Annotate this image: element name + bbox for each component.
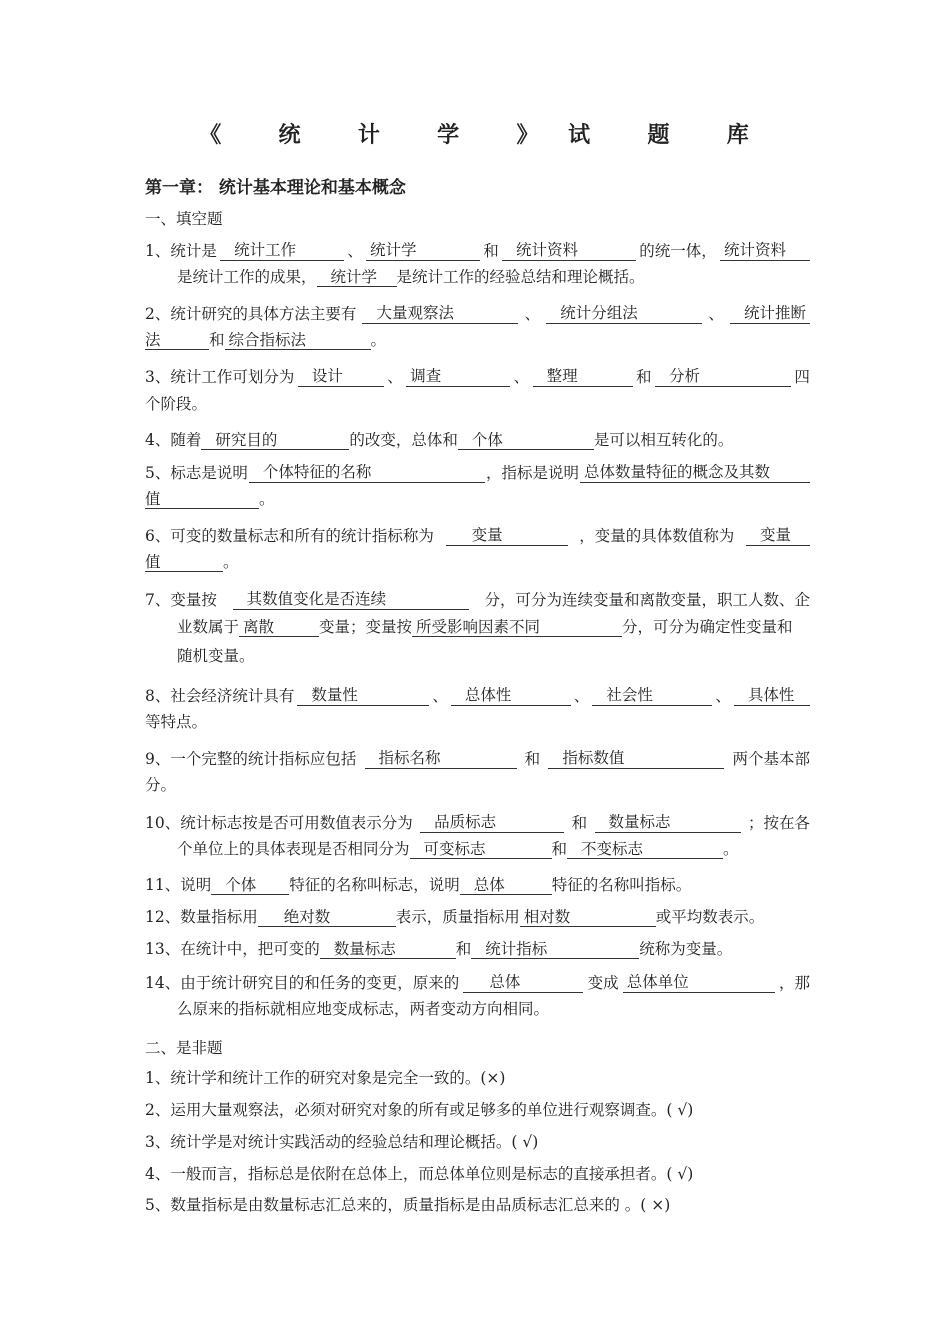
question-12: 12、数量指标用 绝对数 表示，质量指标用 相对数 或平均数表示。 [145, 908, 765, 926]
question-7-line-1: 7、变量按 其数值变化是否连续 分，可分为连续变量和离散变量，职工人数、企 [145, 590, 810, 609]
question-7-line-3: 随机变量。 [177, 647, 255, 665]
question-9-line-1: 9、一个完整的统计指标应包括 指标名称 和 指标数值 两个基本部 [145, 749, 810, 768]
answer-blank: 设计 [298, 367, 384, 387]
page-title: 《 统 计 学 》 试 题 库 [199, 122, 751, 148]
answer-blank: 绝对数 [258, 908, 396, 927]
answer-blank: 法 [145, 331, 209, 350]
answer-blank: 统计推断 [730, 304, 810, 324]
answer-blank: 大量观察法 [362, 304, 518, 324]
true-false-item: 4、一般而言，指标总是依附在总体上，而总体单位则是标志的直接承担者。( √) [145, 1165, 694, 1183]
question-10-line-2: 个单位上的具体表现是否相同分为 可变标志 和 不变标志 。 [177, 840, 739, 858]
question-8-line-2: 等特点。 [145, 713, 208, 731]
answer-blank: 总体 [460, 876, 552, 895]
chapter-heading: 第一章： 统计基本理论和基本概念 [145, 178, 406, 198]
answer-blank: 可变标志 [410, 840, 552, 859]
answer-blank: 总体 [463, 973, 583, 993]
answer-blank: 调查 [406, 367, 510, 387]
question-2-line-2: 法 和 综合指标法 。 [145, 331, 387, 349]
question-9-line-2: 分。 [145, 776, 177, 794]
question-14-line-1: 14、由于统计研究目的和任务的变更，原来的 总体 变成 总体单位 ，那 [145, 973, 810, 992]
question-2-line-1: 2、统计研究的具体方法主要有 大量观察法 、 统计分组法 、 统计推断 [145, 304, 810, 324]
answer-blank: 统计资料 [720, 241, 810, 261]
answer-blank: 统计学 [366, 241, 480, 261]
answer-blank: 社会性 [592, 686, 712, 706]
question-5-line-1: 5、标志是说明 个体特征的名称 ，指标是说明 总体数量特征的概念及其数 [145, 463, 810, 483]
answer-blank: 相对数 [520, 908, 656, 927]
answer-blank: 变量 [446, 526, 568, 546]
answer-blank: 值 [145, 490, 259, 509]
question-6-line-2: 值 。 [145, 553, 239, 571]
answer-blank: 总体单位 [623, 973, 775, 993]
answer-blank: 统计指标 [471, 940, 639, 959]
answer-blank: 整理 [533, 367, 633, 387]
question-5-line-2: 值 。 [145, 490, 275, 508]
question-14-line-2: 么原来的指标就相应地变成标志，两者变动方向相同。 [177, 1000, 550, 1018]
true-false-item: 1、统计学和统计工作的研究对象是完全一致的。(×) [145, 1069, 506, 1087]
section-heading-true-false: 二、是非题 [145, 1039, 223, 1057]
answer-blank: 值 [145, 553, 223, 572]
true-false-item: 5、数量指标是由数量标志汇总来的，质量指标是由品质标志汇总来的 。( ×) [145, 1196, 671, 1214]
true-false-item: 2、运用大量观察法，必须对研究对象的所有或足够多的单位进行观察调查。( √) [145, 1101, 694, 1119]
answer-blank: 数量标志 [595, 813, 741, 833]
answer-blank: 指标数值 [548, 749, 724, 769]
question-10-line-1: 10、统计标志按是否可用数值表示分为 品质标志 和 数量标志 ；按在各 [145, 813, 810, 832]
answer-blank: 研究目的 [201, 431, 349, 450]
answer-blank: 统计工作 [220, 241, 344, 261]
answer-blank: 统计分组法 [546, 304, 702, 324]
question-8-line-1: 8、社会经济统计具有 数量性 、 总体性 、 社会性 、 具体性 [145, 686, 810, 706]
answer-blank: 分析 [655, 367, 791, 387]
true-false-item: 3、统计学是对统计实践活动的经验总结和理论概括。( √) [145, 1133, 539, 1151]
answer-blank: 总体性 [451, 686, 571, 706]
answer-blank: 不变标志 [567, 840, 723, 859]
answer-blank: 离散 [239, 618, 319, 637]
answer-blank: 统计资料 [502, 241, 636, 261]
section-heading-fill-in: 一、填空题 [145, 210, 223, 228]
answer-blank: 具体性 [734, 686, 810, 706]
answer-blank: 个体 [211, 876, 289, 895]
question-7-line-2: 业数属于 离散 变量；变量按 所受影响因素不同 分，可分为确定性变量和 [177, 618, 793, 636]
answer-blank: 指标名称 [365, 749, 517, 769]
question-3-line-2: 个阶段。 [145, 395, 208, 413]
answer-blank: 个体特征的名称 [249, 463, 485, 483]
answer-blank: 数量标志 [320, 940, 456, 959]
question-6-line-1: 6、可变的数量标志和所有的统计指标称为 变量 ，变量的具体数值称为 变量 [145, 526, 810, 546]
question-11: 11、说明 个体 特征的名称叫标志，说明 总体 特征的名称叫指标。 [145, 876, 692, 894]
answer-blank: 个体 [458, 431, 594, 450]
question-4: 4、随着 研究目的 的改变，总体和 个体 是可以相互转化的。 [145, 431, 734, 449]
answer-blank: 其数值变化是否连续 [233, 590, 469, 610]
question-1-line-1: 1、统计是 统计工作 、 统计学 和 统计资料 的统一体， 统计资料 [145, 241, 810, 261]
answer-blank: 数量性 [297, 686, 429, 706]
answer-blank: 综合指标法 [225, 331, 371, 350]
answer-blank: 所受影响因素不同 [412, 618, 622, 637]
answer-blank: 品质标志 [420, 813, 564, 833]
answer-blank: 总体数量特征的概念及其数 [580, 463, 810, 483]
answer-blank: 统计学 [317, 268, 397, 287]
question-3-line-1: 3、统计工作可划分为 设计 、 调查 、 整理 和 分析 四 [145, 367, 810, 386]
question-1-line-2: 是统计工作的成果， 统计学 是统计工作的经验总结和理论概括。 [177, 268, 645, 286]
answer-blank: 变量 [746, 526, 810, 546]
question-13: 13、在统计中，把可变的 数量标志 和 统计指标 统称为变量。 [145, 940, 733, 958]
